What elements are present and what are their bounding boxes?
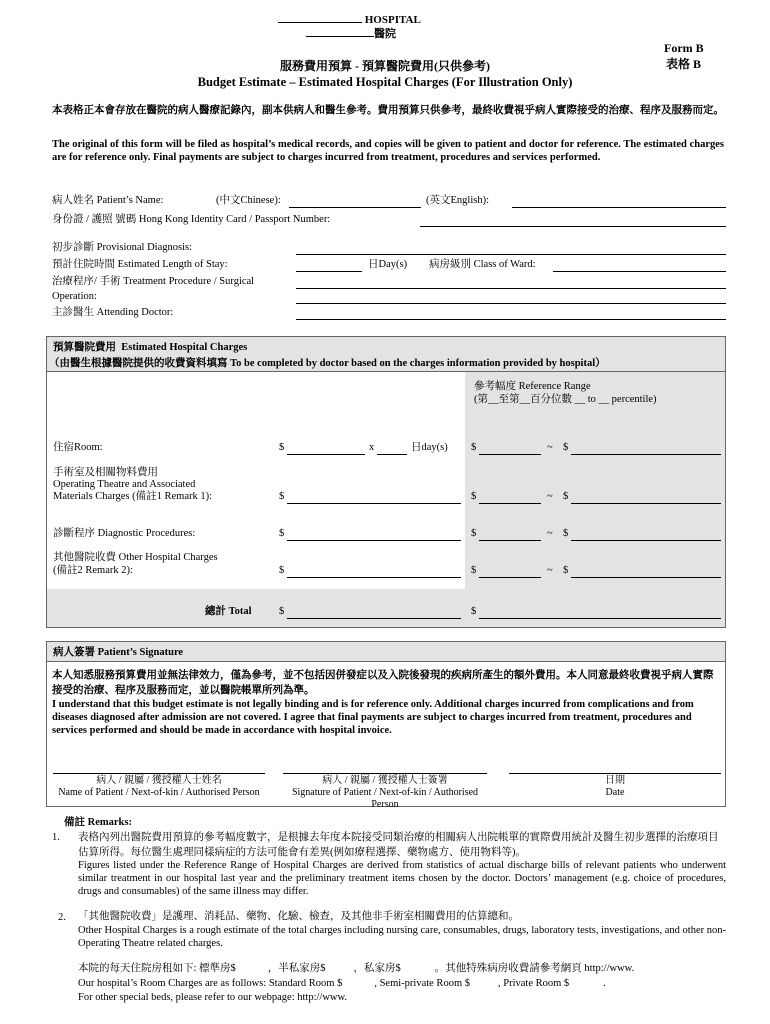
- total-label: 總計 Total: [205, 606, 252, 617]
- room-ref-tilde: ~: [547, 442, 553, 453]
- hospital-name-zh: 醫院: [306, 26, 396, 42]
- room-multiply: x: [369, 442, 375, 453]
- room-days-label: 日day(s): [411, 442, 448, 453]
- ot-dollar: $: [279, 491, 285, 502]
- total-ref-dollar: $: [471, 606, 477, 617]
- total-dollar: $: [279, 606, 285, 617]
- total-ref-field[interactable]: [479, 618, 721, 619]
- remark-2-number: 2.: [58, 912, 66, 923]
- other-dollar: $: [279, 565, 285, 576]
- room-days-field[interactable]: [377, 454, 407, 455]
- intro-en: The original of this form will be filed as hospital’s medical records, and copies will be given to patient and doctor for reference. The estimated charges are for reference only. Final payments are subject to charges incurred from treatment, procedures and services performed.: [52, 139, 724, 164]
- other-ref-low-field[interactable]: [479, 577, 541, 578]
- procedure-label: 治療程序/ 手術 Treatment Procedure / Surgical: [52, 276, 255, 287]
- remark-1-number: 1.: [52, 832, 60, 843]
- hospital-name-zh-blank[interactable]: [306, 26, 374, 37]
- patient-name-label: 病人姓名 Patient’s Name:: [52, 195, 164, 206]
- ot-ref-low-dollar: $: [471, 491, 477, 502]
- charges-header-zh: 預算醫院費用: [53, 342, 116, 353]
- ward-class-field[interactable]: [553, 271, 726, 272]
- signature-section: [46, 641, 726, 810]
- diag-ref-tilde: ~: [547, 528, 553, 539]
- room-ref-low-field[interactable]: [479, 454, 541, 455]
- ot-ref-high-dollar: $: [563, 491, 569, 502]
- room-rate-field[interactable]: [287, 454, 365, 455]
- days-unit-label: 日Day(s): [368, 259, 408, 270]
- diag-ref-high-dollar: $: [563, 528, 569, 539]
- room-dollar: $: [279, 442, 285, 453]
- charges-header-en: Estimated Hospital Charges: [121, 342, 248, 353]
- remark-1-en: Figures listed under the Reference Range of Hospital Charges are derived from statistics of actual discharge bills of relevant patients who underwent similar treatment in our hospital last year and the preliminary treatment items chosen by the doctor. Doctors’ management (e.g. choice of procedures, drugs and consumables) of the same illness may differ.: [78, 860, 726, 898]
- room-ref-high-field[interactable]: [571, 454, 721, 455]
- remarks-title: 備註 Remarks:: [64, 817, 132, 828]
- other-ref-high-field[interactable]: [571, 577, 721, 578]
- ot-ref-tilde: ~: [547, 491, 553, 502]
- signature-field[interactable]: [283, 773, 487, 774]
- diagnosis-label: 初步診斷 Provisional Diagnosis:: [52, 242, 193, 253]
- intro-zh: 本表格正本會存放在醫院的病人醫療記錄內，副本供病人和醫生參考。費用預算只供參考，最終收費視乎病人實際接受的治療、程序及服務而定。: [52, 105, 724, 116]
- hospital-name-blank[interactable]: [278, 12, 362, 23]
- patient-name-chinese-label: (中文Chinese):: [216, 195, 281, 206]
- diagnostic-label: 診斷程序 Diagnostic Procedures:: [53, 528, 196, 539]
- ward-class-label: 病房級別 Class of Ward:: [429, 259, 536, 270]
- diag-amount-field[interactable]: [287, 540, 461, 541]
- title-zh: 服務費用預算 - 預算醫院費用(只供參考): [280, 59, 490, 73]
- col3-label: 日期 Date: [605, 775, 625, 798]
- room-label: 住宿Room:: [53, 442, 103, 453]
- procedure-field-1[interactable]: [296, 288, 726, 289]
- ot-amount-field[interactable]: [287, 503, 461, 504]
- signature-statement-en: I understand that this budget estimate is not legally binding and is for reference only. Additional charges incurred from complications and from diseases diagnosed after admission are not covered. I agree that final payments are subject to charges incurred from treatment, procedures and services performed and should be made in accordance with hospital invoice.: [52, 699, 694, 737]
- hospital-name-en: HOSPITAL: [278, 12, 421, 28]
- length-of-stay-label: 預計住院時間 Estimated Length of Stay:: [52, 259, 228, 270]
- reference-range-percentile: (第__至第__百分位數 __ to __ percentile): [474, 394, 657, 405]
- room-charges-zh: 本院的每天住院房租如下: 標準房$ ，半私家房$ ，私家房$ 。其他特殊病房收費請參考網頁 http://www.: [78, 963, 635, 974]
- patient-name-signature-field[interactable]: [53, 773, 265, 774]
- other-ref-low-dollar: $: [471, 565, 477, 576]
- other-ref-tilde: ~: [547, 565, 553, 576]
- charges-header: [47, 337, 725, 372]
- attending-doctor-field[interactable]: [296, 319, 726, 320]
- other-label-1: 其他醫院收費 Other Hospital Charges: [53, 552, 218, 563]
- col2-label: 病人 / 親屬 / 獲授權人士簽署 Signature of Patient / Next-of-kin / Authorised Person: [291, 775, 479, 810]
- diagnosis-field[interactable]: [296, 254, 726, 255]
- room-ref-high-dollar: $: [563, 442, 569, 453]
- other-amount-field[interactable]: [287, 577, 461, 578]
- diag-ref-low-dollar: $: [471, 528, 477, 539]
- remark-1-zh: 表格內列出醫院費用預算的參考幅度數字，是根據去年度本院接受同類治療的相關病人出院帳單的實際費用統計及醫生初步選擇的治療項目估算所得。每位醫生處理同樣病症的方法可能會有差異(例如療程選擇、藥物處方、使用物料等)。: [78, 832, 719, 859]
- patient-name-english-label: (英文English):: [426, 195, 489, 206]
- length-of-stay-field[interactable]: [296, 271, 362, 272]
- total-row-shade: [47, 589, 725, 627]
- patient-name-chinese-field[interactable]: [289, 207, 421, 208]
- patient-name-english-field[interactable]: [512, 207, 726, 208]
- diag-ref-low-field[interactable]: [479, 540, 541, 541]
- date-field[interactable]: [509, 773, 721, 774]
- title-en: Budget Estimate – Estimated Hospital Charges (For Illustration Only): [197, 75, 573, 89]
- form-number-en: Form B: [664, 41, 704, 55]
- room-ref-low-dollar: $: [471, 442, 477, 453]
- ot-label-en-1: Operating Theatre and Associated: [53, 479, 196, 490]
- room-charges-web: For other special beds, please refer to our webpage: http://www.: [78, 992, 348, 1003]
- id-number-label: 身份證 / 護照 號碼 Hong Kong Identity Card / Passport Number:: [52, 214, 331, 225]
- diag-dollar: $: [279, 528, 285, 539]
- id-number-field[interactable]: [420, 226, 726, 227]
- ot-ref-low-field[interactable]: [479, 503, 541, 504]
- ot-label-en-2: Materials Charges (備註1 Remark 1):: [53, 491, 213, 502]
- diag-ref-high-field[interactable]: [571, 540, 721, 541]
- remark-2-en: Other Hospital Charges is a rough estimate of the total charges including nursing care, consumables, drugs, laboratory tests, investigations, and other non-Operating Theatre related charges.: [78, 925, 726, 950]
- estimated-charges-section: [46, 336, 726, 628]
- signature-header: 病人簽署 Patient’s Signature: [47, 642, 725, 662]
- attending-doctor-label: 主診醫生 Attending Doctor:: [52, 307, 174, 318]
- ot-ref-high-field[interactable]: [571, 503, 721, 504]
- other-label-2: (備註2 Remark 2):: [53, 565, 133, 576]
- remark-2-zh: 「其他醫院收費」是護理、消耗品、藥物、化驗、檢查，及其他非手術室相關費用的估算總和。: [78, 911, 519, 922]
- room-charges-en: Our hospital’s Room Charges are as follows: Standard Room $ , Semi-private Room $ , Private Room $ .: [78, 978, 606, 989]
- charges-instruction: （由醫生根據醫院提供的收費資料填寫 To be completed by doctor based on the charges information provided by hospital）: [49, 358, 606, 369]
- ot-label-zh: 手術室及相關物料費用: [53, 467, 158, 478]
- total-amount-field[interactable]: [287, 618, 461, 619]
- procedure-label-operation: Operation:: [52, 291, 97, 302]
- signature-statement-zh: 本人知悉服務預算費用並無法律效力，僅為參考，並不包括因併發症以及入院後發現的疾病所產生的額外費用。本人同意最終收費視乎病人實際接受的治療、程序及服務而定，並以醫院帳單所列為準。: [52, 670, 714, 697]
- other-ref-high-dollar: $: [563, 565, 569, 576]
- col1-label: 病人 / 親屬 / 獲授權人士姓名 Name of Patient / Next-of-kin / Authorised Person: [58, 775, 260, 798]
- reference-range-title: 參考幅度 Reference Range: [474, 381, 591, 392]
- procedure-field-2[interactable]: [296, 303, 726, 304]
- form-number-zh: 表格 B: [666, 57, 702, 71]
